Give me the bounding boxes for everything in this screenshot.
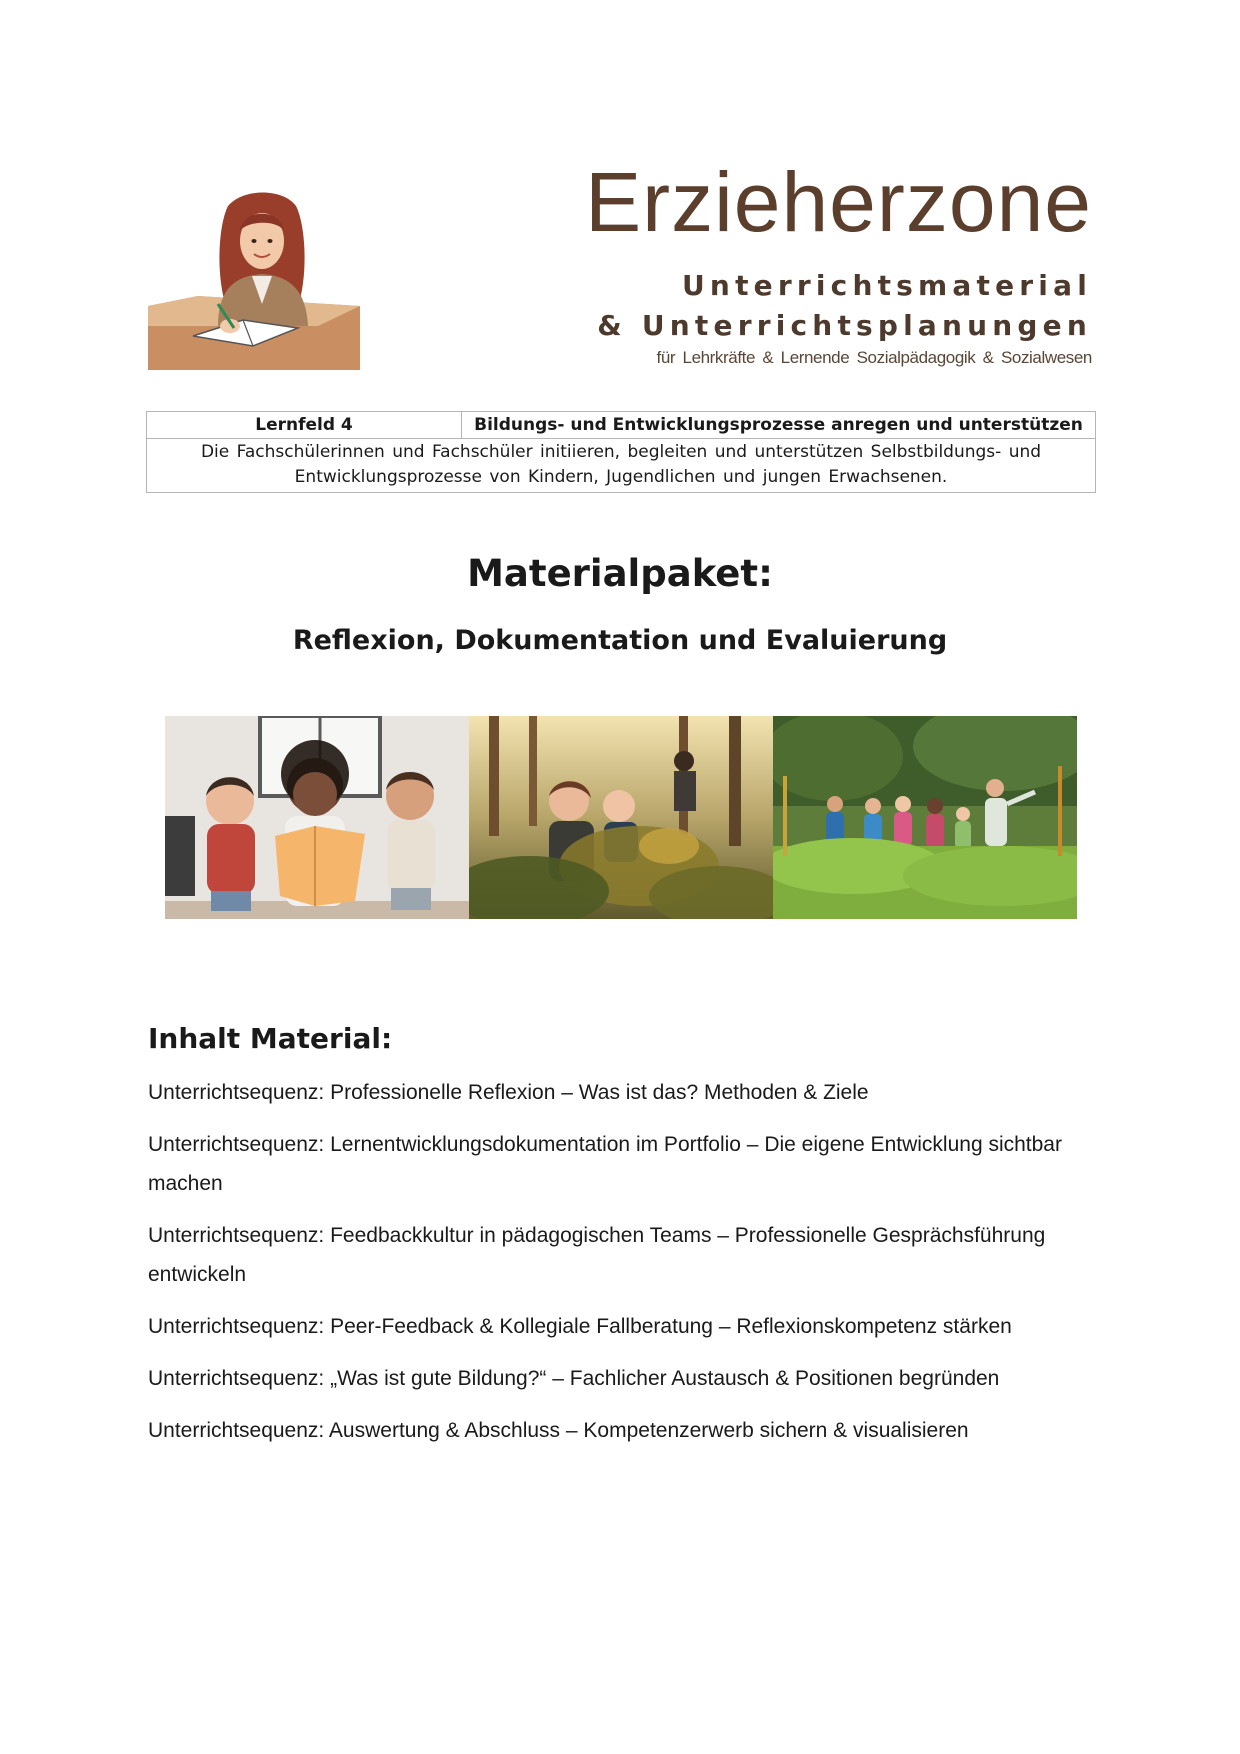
brand-title: Erzieherzone (585, 155, 1092, 249)
brand-subtitle-line1: Unterrichtsmaterial (682, 269, 1092, 302)
list-item: Unterrichtsequenz: Auswertung & Abschluss – Kompetenzerwerb sichern & visualisieren (148, 1419, 969, 1442)
lernfeld-header-row (147, 412, 1096, 439)
lernfeld-table (146, 411, 1096, 493)
list-item: Unterrichtsequenz: „Was ist gute Bildung?“ – Fachlicher Austausch & Positionen begründen (148, 1367, 1000, 1390)
lernfeld-description: Die Fachschülerinnen und Fachschüler initiieren, begleiten und unterstützen Selbstbildungs- und Entwicklungsprozesse von Kindern, Jugendlichen und jungen Erwachsenen. (147, 439, 1096, 493)
photo-meadow-group (773, 716, 1077, 919)
list-item: Unterrichtsequenz: Peer-Feedback & Kollegiale Fallberatung – Reflexionskompetenz stärken (148, 1315, 1012, 1338)
photo-strip (165, 716, 1077, 919)
page-subtitle: Reflexion, Dokumentation und Evaluierung (292, 625, 948, 656)
list-item: Unterrichtsequenz: Professionelle Reflexion – Was ist das? Methoden & Ziele (148, 1081, 869, 1104)
contents-heading: Inhalt Material: (148, 1022, 393, 1055)
lernfeld-description-row (147, 439, 1096, 493)
teacher-illustration (148, 186, 360, 370)
photo-forest-exploring (469, 716, 773, 919)
list-item: Unterrichtsequenz: Feedbackkultur in pädagogischen Teams – Professionelle Gesprächsführung entwickeln (148, 1224, 1046, 1286)
contents-list (148, 1073, 1098, 1463)
brand-block (585, 155, 1092, 368)
list-item: Unterrichtsequenz: Lernentwicklungsdokumentation im Portfolio – Die eigene Entwicklung sichtbar machen (148, 1133, 1062, 1195)
brand-tagline: für Lehrkräfte & Lernende Sozialpädagogik & Sozialwesen (656, 348, 1092, 367)
page-title: Materialpaket: (467, 552, 773, 595)
lernfeld-number: Lernfeld 4 (147, 412, 462, 439)
lernfeld-title: Bildungs- und Entwicklungsprozesse anregen und unterstützen (462, 412, 1096, 439)
brand-subtitle (585, 266, 1092, 346)
photo-children-reading (165, 716, 469, 919)
brand-subtitle-line2: & Unterrichtsplanungen (597, 309, 1092, 342)
